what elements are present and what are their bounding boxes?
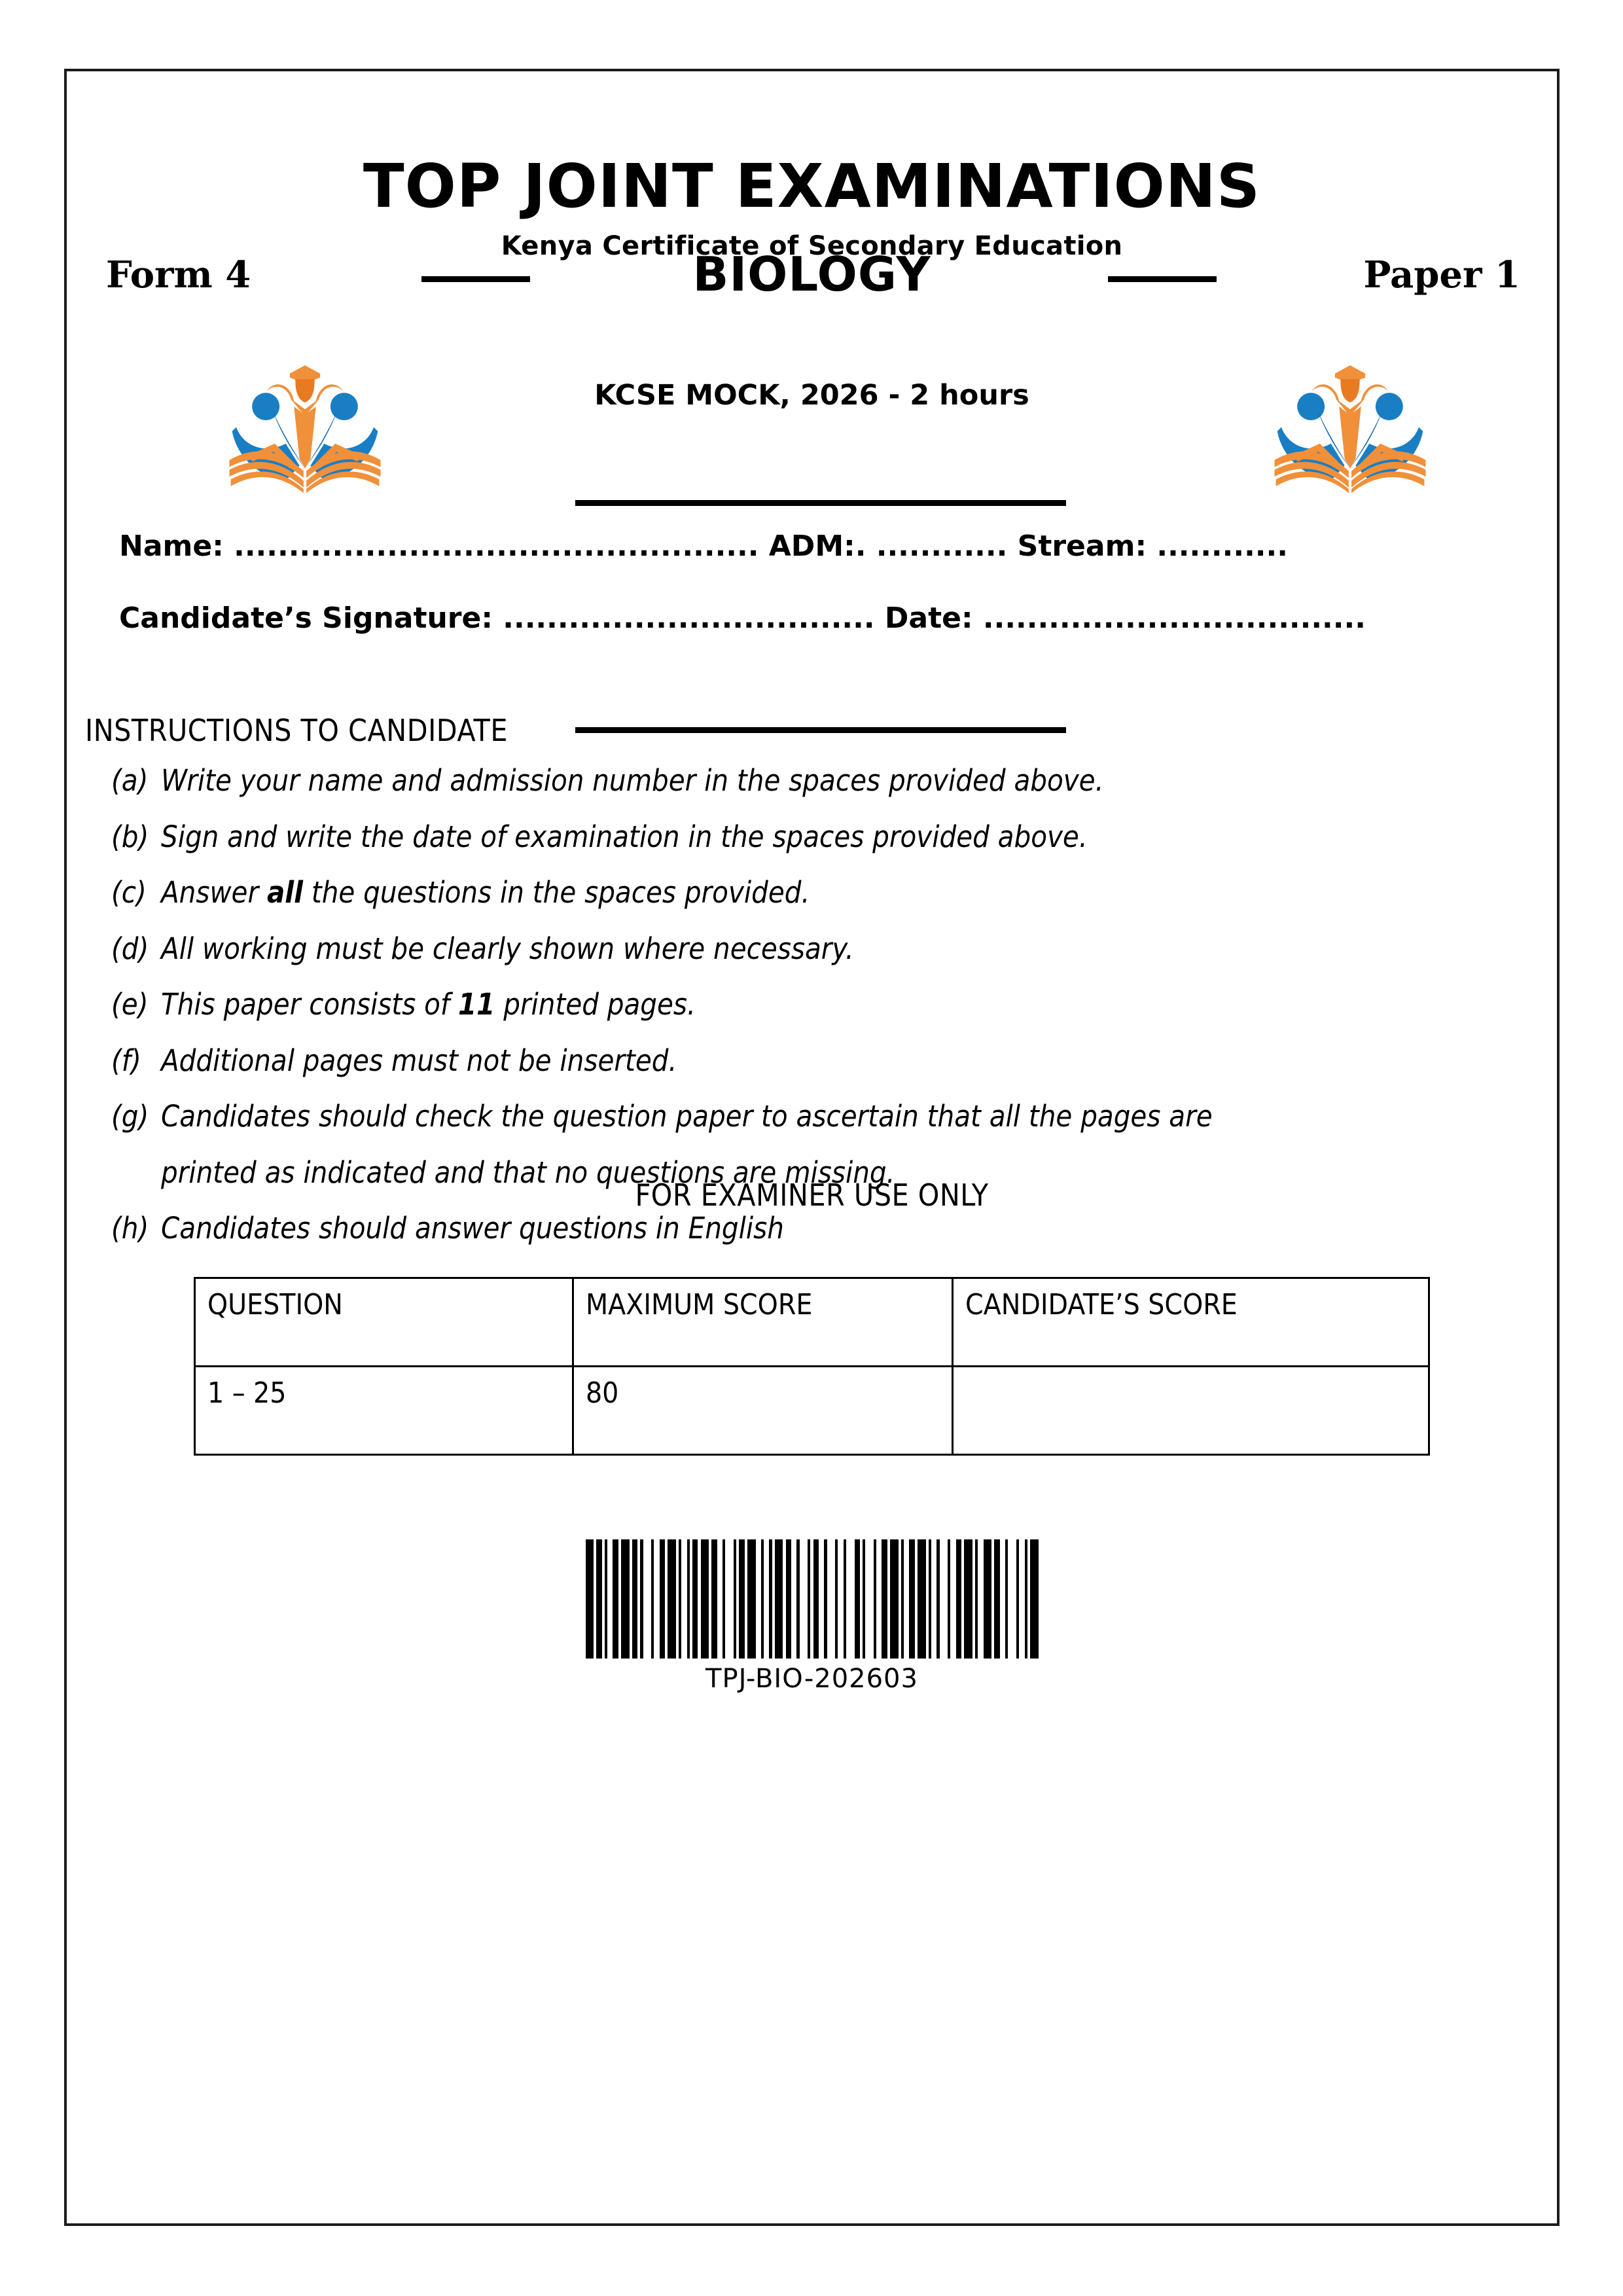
subject-name: BIOLOGY <box>692 247 931 302</box>
paper-label: Paper 1 <box>1363 253 1520 296</box>
column-header-maximum-score: MAXIMUM SCORE <box>573 1278 953 1367</box>
barcode-bar <box>813 1539 819 1659</box>
barcode-bar <box>654 1539 659 1659</box>
barcode-bar <box>800 1539 808 1659</box>
examiner-section-heading: FOR EXAMINER USE ONLY <box>635 1177 989 1213</box>
institution-logo-left <box>223 343 387 495</box>
cell-maximum-score: 80 <box>573 1367 953 1455</box>
barcode-bar <box>978 1539 983 1659</box>
score-table <box>194 1277 1430 1456</box>
barcode-bar <box>904 1539 909 1659</box>
column-header-candidate-score: CANDIDATE’S SCORE <box>953 1278 1429 1367</box>
barcode-bar <box>613 1539 618 1659</box>
barcode-bar <box>643 1539 652 1659</box>
exam-session-line: KCSE MOCK, 2026 - 2 hours <box>594 379 1029 412</box>
barcode-bar <box>994 1539 999 1659</box>
instruction-item <box>111 930 1394 969</box>
instruction-marker: (c) <box>111 875 147 910</box>
instruction-marker: (d) <box>111 931 149 966</box>
exam-title: TOP JOINT EXAMINATIONS <box>363 151 1261 221</box>
candidate-signature-field[interactable]: Candidate’s Signature: .................................. Date: ................................... <box>119 601 1366 635</box>
barcode-bar <box>681 1539 687 1659</box>
masthead <box>67 151 1557 261</box>
instruction-text: Write your name and admission number in the spaces provided above. <box>161 763 1104 798</box>
column-header-question: QUESTION <box>195 1278 573 1367</box>
barcode-bar <box>846 1539 855 1659</box>
barcode-bar <box>827 1539 836 1659</box>
barcode-image <box>586 1539 1039 1659</box>
barcode-bar <box>739 1539 744 1659</box>
instruction-item <box>111 762 1394 800</box>
barcode-bar <box>865 1539 874 1659</box>
barcode-label: TPJ-BIO-202603 <box>705 1664 918 1694</box>
instruction-text: All working must be clearly shown where necessary. <box>161 931 854 966</box>
instruction-marker: (h) <box>111 1211 149 1246</box>
instruction-text: Additional pages must not be inserted. <box>161 1043 677 1078</box>
instruction-text: Candidates should answer questions in English <box>161 1211 784 1246</box>
barcode-bar <box>711 1539 717 1659</box>
barcode-bar <box>756 1539 761 1659</box>
barcode-bar <box>1000 1539 1005 1659</box>
instruction-item <box>111 1042 1394 1081</box>
barcode-bar <box>692 1539 698 1659</box>
barcode-bar <box>1008 1539 1016 1659</box>
instruction-item <box>111 986 1394 1024</box>
instruction-continuation: printed as indicated and that no questions are missing. <box>161 1155 895 1190</box>
barcode-bar <box>855 1539 860 1659</box>
barcode-bar <box>764 1539 769 1659</box>
instruction-item <box>111 874 1394 912</box>
instruction-marker: (g) <box>111 1099 149 1134</box>
barcode-bar <box>1019 1539 1024 1659</box>
instruction-marker: (b) <box>111 819 149 854</box>
barcode-bar <box>717 1539 722 1659</box>
barcode-bar <box>621 1539 630 1659</box>
form-label: Form 4 <box>106 253 251 296</box>
page-border <box>64 69 1560 2226</box>
instruction-item <box>111 818 1394 857</box>
instruction-marker: (a) <box>111 763 149 798</box>
cell-candidate-score[interactable] <box>953 1367 1429 1455</box>
instruction-marker: (e) <box>111 987 149 1022</box>
barcode-bar <box>984 1539 992 1659</box>
barcode-bar <box>1030 1539 1039 1659</box>
graduates-book-logo-icon <box>1268 343 1433 495</box>
barcode-bar <box>632 1539 637 1659</box>
barcode-bar <box>775 1539 783 1659</box>
barcode-bar <box>586 1539 594 1659</box>
candidate-name-field[interactable]: Name: ................................................ ADM:. ............ Stream: ............ <box>119 529 1288 563</box>
barcode-bar <box>876 1539 882 1659</box>
instruction-marker: (f) <box>111 1043 141 1078</box>
divider-rule-bottom <box>575 727 1066 733</box>
subject-row <box>67 247 1557 319</box>
barcode-bar <box>791 1539 796 1659</box>
table-row <box>195 1367 1429 1455</box>
barcode-bar <box>725 1539 734 1659</box>
barcode-bar <box>786 1539 791 1659</box>
table-header-row <box>195 1278 1429 1367</box>
barcode-bar <box>909 1539 914 1659</box>
barcode-bar <box>940 1539 948 1659</box>
barcode-bar <box>747 1539 756 1659</box>
barcode-bar <box>838 1539 843 1659</box>
barcode-bar <box>918 1539 926 1659</box>
instruction-text: Sign and write the date of examination in the spaces provided above. <box>161 819 1088 854</box>
instruction-emphasis: 11 <box>458 987 495 1022</box>
dash-separator-right <box>1108 276 1217 282</box>
divider-rule-top <box>575 500 1066 506</box>
barcode-bar <box>596 1539 601 1659</box>
exam-subtitle: Kenya Certificate of Secondary Education <box>501 231 1123 261</box>
barcode-bar <box>607 1539 613 1659</box>
instruction-emphasis: all <box>266 875 304 910</box>
barcode-bar <box>950 1539 955 1659</box>
barcode-area <box>67 1531 1557 1694</box>
barcode-bar <box>668 1539 676 1659</box>
instruction-text: Candidates should check the question paper to ascertain that all the pages are <box>161 1099 1213 1134</box>
instruction-text: Answer all the questions in the spaces provided. <box>161 875 810 910</box>
cell-question-range: 1 – 25 <box>195 1367 573 1455</box>
barcode-bar <box>964 1539 972 1659</box>
institution-logo-right <box>1268 343 1433 495</box>
barcode-bar <box>956 1539 961 1659</box>
graduates-book-logo-icon <box>223 343 387 495</box>
barcode-bar <box>882 1539 887 1659</box>
barcode-bar <box>701 1539 709 1659</box>
instruction-item <box>111 1098 1394 1136</box>
barcode-bar <box>931 1539 936 1659</box>
barcode-bar <box>890 1539 899 1659</box>
barcode-bar <box>819 1539 824 1659</box>
instruction-text: This paper consists of 11 printed pages. <box>161 987 696 1022</box>
instructions-heading: INSTRUCTIONS TO CANDIDATE <box>85 713 508 748</box>
instruction-item <box>111 1210 1394 1248</box>
barcode-bar <box>660 1539 665 1659</box>
